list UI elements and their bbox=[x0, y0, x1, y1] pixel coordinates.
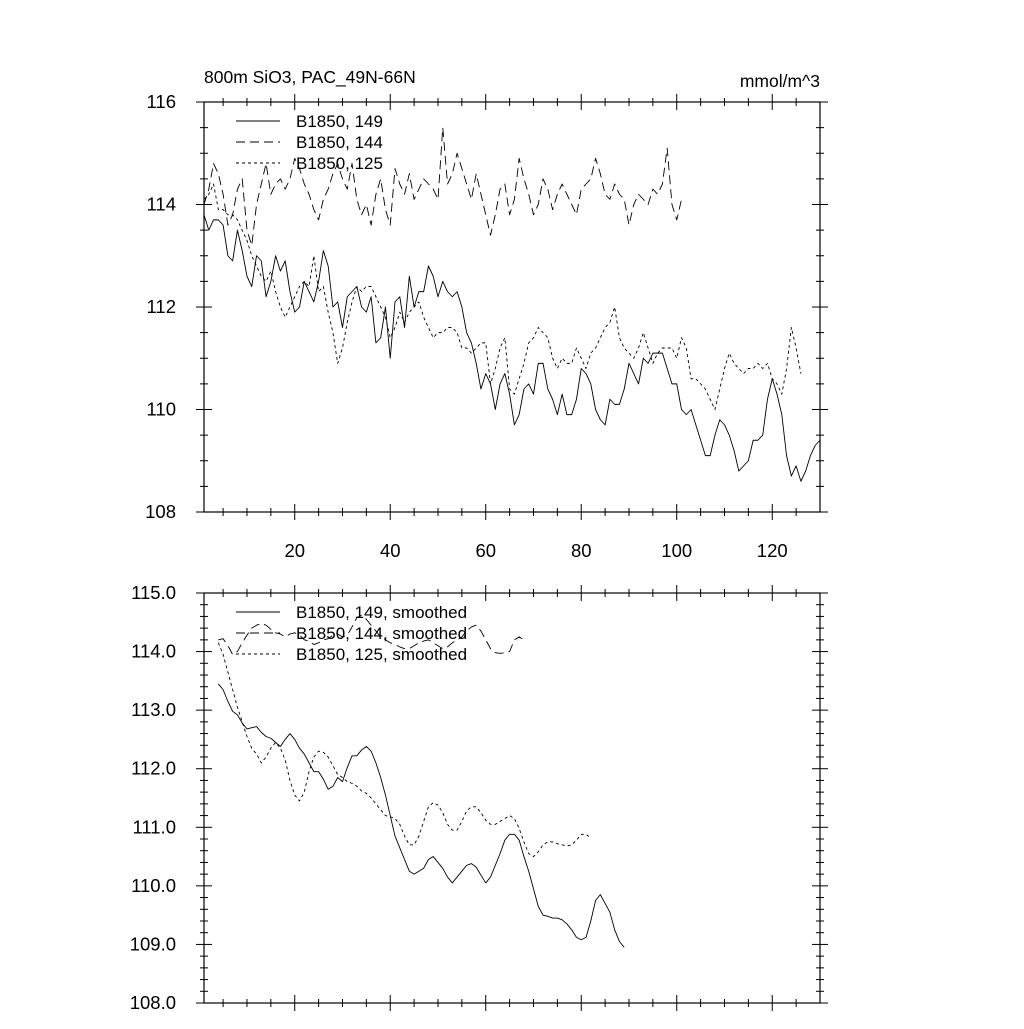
series-line-2 bbox=[204, 128, 682, 246]
legend-label-1: B1850, 149 bbox=[296, 112, 383, 131]
x-tick-label: 20 bbox=[284, 540, 306, 561]
series-line-1 bbox=[218, 684, 624, 948]
x-tick-label: 40 bbox=[379, 540, 401, 561]
legend-label-2: B1850, 144 bbox=[296, 133, 383, 152]
x-tick-label: 80 bbox=[570, 540, 592, 561]
y-tick-label: 108 bbox=[145, 501, 176, 522]
y-tick-label: 108.0 bbox=[129, 992, 176, 1013]
y-tick-label: 109.0 bbox=[129, 933, 176, 955]
y-tick-label: 111.0 bbox=[132, 816, 176, 838]
legend-label-3: B1850, 125, smoothed bbox=[296, 645, 468, 664]
bottom-panel bbox=[130, 582, 828, 1013]
legend-label-2: B1850, 144, smoothed bbox=[296, 624, 468, 643]
x-tick-label: 60 bbox=[475, 540, 497, 561]
series-line-1 bbox=[204, 215, 820, 482]
chart-title: 800m SiO3, PAC_49N-66N bbox=[204, 67, 416, 87]
series-line-3 bbox=[218, 643, 590, 857]
y-tick-label: 114.0 bbox=[131, 640, 176, 662]
y-tick-label: 116 bbox=[146, 91, 176, 112]
x-tick-label: 120 bbox=[756, 540, 788, 561]
y-tick-label: 112.0 bbox=[131, 757, 176, 779]
top-panel bbox=[145, 91, 828, 561]
x-tick-label: 100 bbox=[661, 540, 693, 561]
y-tick-label: 110.0 bbox=[131, 874, 176, 896]
y-tick-label: 114 bbox=[146, 193, 176, 215]
y-tick-label: 113.0 bbox=[131, 699, 176, 721]
y-tick-label: 110 bbox=[146, 398, 176, 420]
y-tick-label: 115.0 bbox=[131, 582, 176, 603]
series-line-3 bbox=[204, 184, 801, 410]
units-label: mmol/m^3 bbox=[739, 71, 820, 91]
legend-label-3: B1850, 125 bbox=[296, 154, 383, 173]
y-tick-label: 112 bbox=[146, 296, 176, 317]
legend-label-1: B1850, 149, smoothed bbox=[296, 603, 468, 622]
